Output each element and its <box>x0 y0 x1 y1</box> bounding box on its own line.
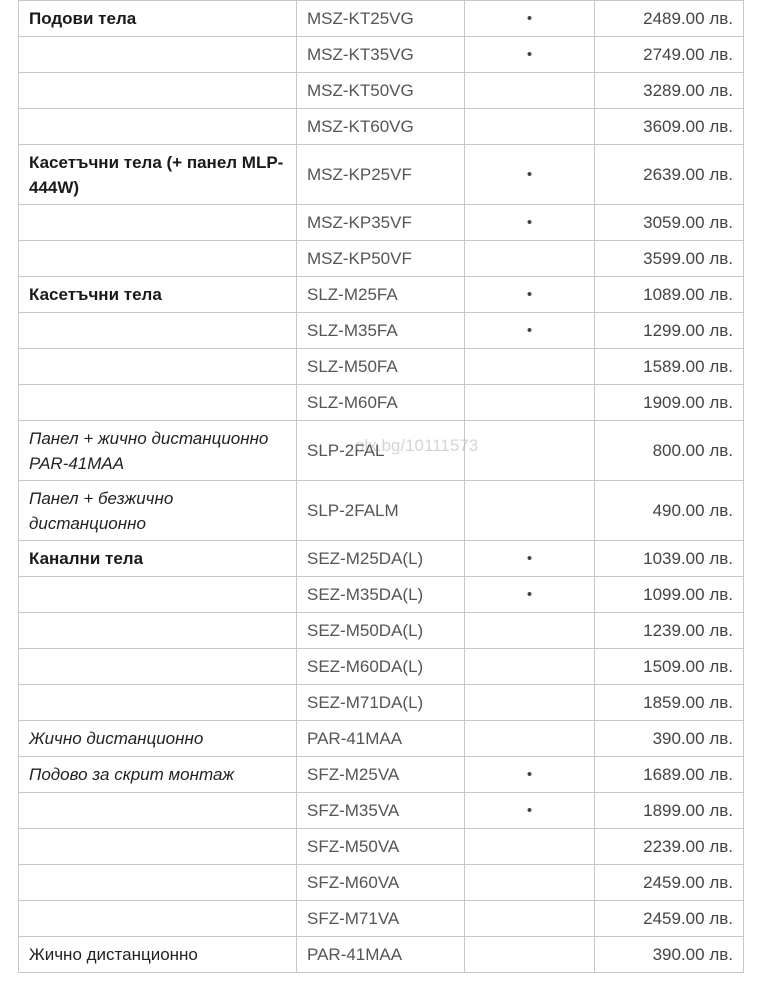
table-row <box>19 793 744 829</box>
price-cell: 1039.00 лв. <box>595 541 744 577</box>
price-cell: 390.00 лв. <box>595 937 744 973</box>
product-name-cell <box>19 241 297 277</box>
table-row <box>19 109 744 145</box>
availability-mark-cell <box>465 349 595 385</box>
availability-mark-cell: • <box>465 793 595 829</box>
table-row <box>19 937 744 973</box>
availability-mark-cell <box>465 109 595 145</box>
price-cell: 1899.00 лв. <box>595 793 744 829</box>
product-name-cell: Жично дистанционно <box>19 721 297 757</box>
product-name-cell: Панел + жично дистанционно PAR-41MAA <box>19 421 297 481</box>
product-name-cell: Панел + безжично дистанционно <box>19 481 297 541</box>
price-cell: 2239.00 лв. <box>595 829 744 865</box>
table-row <box>19 37 744 73</box>
table-row <box>19 721 744 757</box>
table-row <box>19 73 744 109</box>
model-cell: SEZ-M60DA(L) <box>297 649 465 685</box>
table-row <box>19 541 744 577</box>
availability-mark-cell <box>465 241 595 277</box>
availability-mark-cell: • <box>465 757 595 793</box>
availability-mark-cell <box>465 421 595 481</box>
table-row <box>19 685 744 721</box>
price-cell: 1689.00 лв. <box>595 757 744 793</box>
price-cell: 3059.00 лв. <box>595 205 744 241</box>
availability-mark-cell: • <box>465 145 595 205</box>
price-cell: 2489.00 лв. <box>595 1 744 37</box>
product-name-cell <box>19 37 297 73</box>
product-name-cell <box>19 205 297 241</box>
model-cell: MSZ-KP35VF <box>297 205 465 241</box>
table-row <box>19 277 744 313</box>
model-cell: SEZ-M71DA(L) <box>297 685 465 721</box>
product-name-cell <box>19 793 297 829</box>
availability-mark-cell: • <box>465 313 595 349</box>
table-row <box>19 901 744 937</box>
product-name-cell <box>19 613 297 649</box>
model-cell: SFZ-M71VA <box>297 901 465 937</box>
table-row <box>19 241 744 277</box>
model-cell: SLZ-M35FA <box>297 313 465 349</box>
product-name-cell <box>19 901 297 937</box>
availability-mark-cell <box>465 385 595 421</box>
price-cell: 1089.00 лв. <box>595 277 744 313</box>
price-cell: 2459.00 лв. <box>595 901 744 937</box>
price-cell: 3289.00 лв. <box>595 73 744 109</box>
availability-mark-cell <box>465 721 595 757</box>
price-cell: 390.00 лв. <box>595 721 744 757</box>
table-row <box>19 1 744 37</box>
model-cell: SEZ-M25DA(L) <box>297 541 465 577</box>
model-cell: SEZ-M35DA(L) <box>297 577 465 613</box>
price-cell: 490.00 лв. <box>595 481 744 541</box>
model-cell: MSZ-KP50VF <box>297 241 465 277</box>
product-name-cell <box>19 865 297 901</box>
product-name-cell <box>19 385 297 421</box>
model-cell: SFZ-M25VA <box>297 757 465 793</box>
model-cell: SLP-2FAL <box>297 421 465 481</box>
table-row <box>19 349 744 385</box>
table-row <box>19 205 744 241</box>
price-table <box>18 0 744 973</box>
availability-mark-cell: • <box>465 277 595 313</box>
availability-mark-cell: • <box>465 205 595 241</box>
table-row <box>19 313 744 349</box>
price-cell: 3599.00 лв. <box>595 241 744 277</box>
table-row <box>19 385 744 421</box>
product-name-cell: Подови тела <box>19 1 297 37</box>
price-cell: 3609.00 лв. <box>595 109 744 145</box>
availability-mark-cell: • <box>465 37 595 73</box>
availability-mark-cell <box>465 829 595 865</box>
availability-mark-cell <box>465 937 595 973</box>
model-cell: PAR-41MAA <box>297 721 465 757</box>
availability-mark-cell: • <box>465 1 595 37</box>
price-cell: 1859.00 лв. <box>595 685 744 721</box>
price-cell: 2749.00 лв. <box>595 37 744 73</box>
table-row <box>19 829 744 865</box>
product-name-cell <box>19 829 297 865</box>
price-cell: 1509.00 лв. <box>595 649 744 685</box>
table-row <box>19 577 744 613</box>
product-name-cell: Жично дистанционно <box>19 937 297 973</box>
availability-mark-cell: • <box>465 577 595 613</box>
product-name-cell <box>19 349 297 385</box>
product-name-cell: Касетъчни тела (+ панел MLP-444W) <box>19 145 297 205</box>
availability-mark-cell <box>465 865 595 901</box>
model-cell: SFZ-M35VA <box>297 793 465 829</box>
product-name-cell <box>19 109 297 145</box>
product-name-cell <box>19 649 297 685</box>
product-name-cell <box>19 73 297 109</box>
price-cell: 2459.00 лв. <box>595 865 744 901</box>
product-name-cell <box>19 313 297 349</box>
table-row <box>19 865 744 901</box>
price-cell: 1909.00 лв. <box>595 385 744 421</box>
product-name-cell <box>19 577 297 613</box>
product-name-cell: Канални тела <box>19 541 297 577</box>
model-cell: SFZ-M50VA <box>297 829 465 865</box>
price-cell: 1299.00 лв. <box>595 313 744 349</box>
model-cell: SLZ-M50FA <box>297 349 465 385</box>
model-cell: MSZ-KT25VG <box>297 1 465 37</box>
model-cell: MSZ-KP25VF <box>297 145 465 205</box>
model-cell: MSZ-KT35VG <box>297 37 465 73</box>
model-cell: MSZ-KT60VG <box>297 109 465 145</box>
table-row <box>19 421 744 481</box>
price-table-body <box>19 1 744 973</box>
product-name-cell <box>19 685 297 721</box>
availability-mark-cell <box>465 685 595 721</box>
model-cell: SEZ-M50DA(L) <box>297 613 465 649</box>
price-cell: 1099.00 лв. <box>595 577 744 613</box>
model-cell: SLZ-M25FA <box>297 277 465 313</box>
price-cell: 2639.00 лв. <box>595 145 744 205</box>
table-row <box>19 145 744 205</box>
model-cell: SLP-2FALM <box>297 481 465 541</box>
availability-mark-cell <box>465 73 595 109</box>
model-cell: PAR-41MAA <box>297 937 465 973</box>
table-row <box>19 757 744 793</box>
table-row <box>19 481 744 541</box>
table-row <box>19 649 744 685</box>
model-cell: MSZ-KT50VG <box>297 73 465 109</box>
availability-mark-cell <box>465 481 595 541</box>
availability-mark-cell <box>465 901 595 937</box>
product-name-cell: Подово за скрит монтаж <box>19 757 297 793</box>
availability-mark-cell <box>465 613 595 649</box>
watermark: olx.bg/10111573 <box>355 436 479 455</box>
table-row <box>19 613 744 649</box>
price-cell: 1239.00 лв. <box>595 613 744 649</box>
price-cell: 1589.00 лв. <box>595 349 744 385</box>
availability-mark-cell <box>465 649 595 685</box>
price-cell: 800.00 лв. <box>595 421 744 481</box>
model-cell: SFZ-M60VA <box>297 865 465 901</box>
model-cell: SLZ-M60FA <box>297 385 465 421</box>
product-name-cell: Касетъчни тела <box>19 277 297 313</box>
availability-mark-cell: • <box>465 541 595 577</box>
